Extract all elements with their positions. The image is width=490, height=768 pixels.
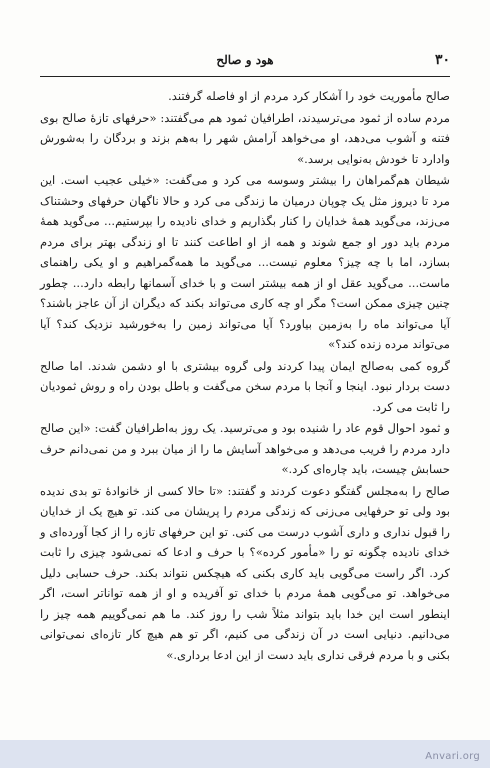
paragraph: شیطان هم‌گمراهان را بیشتر وسوسه می کرد و می‌گفت: «خیلی عجیب است. این مرد تا دیروز مثل یک چوپان درمیان ما زندگی می کرد و حالا ناگهان حرفهای وحشتناک می‌زند، می‌گوید همهٔ خدایان را کنار بگذاریم و خدای نادیده را بپرستیم... می‌گوید همهٔ مردم باید دور او جمع شوند و همه از او اطاعت کنند تا او زندگی بهتر برای مردم بسازد، اما با چه چیز؟ معلوم نیست... می‌گوید ما همه‌گمراهیم و او یکی راهنمای ماست... می‌گوید عقل او از همه بیشتر است و با خدای آسمانها رابطه دارد... چطور چنین چیزی ممکن است؟ مگر او چه کاری می‌تواند بکند که دیگران از آن عاجز باشند؟ آیا می‌تواند ماه را به‌زمین بیاورد؟ آیا می‌تواند زمین را به‌خورشید نزدیک کند؟ آیا می‌تواند مرده زنده کند؟» (40, 173, 450, 351)
footer-band (0, 740, 490, 768)
page-header (40, 52, 450, 74)
header-divider (40, 76, 450, 77)
body-text (40, 86, 450, 665)
page-number: ۳۰ (434, 52, 450, 68)
paragraph: صالح مأموریت خود را آشکار کرد مردم از او فاصله گرفتند. (168, 89, 450, 103)
running-title: هود و صالح (216, 53, 274, 67)
watermark: Anvari.org (425, 751, 480, 762)
paragraph: گروه کمی به‌صالح ایمان پیدا کردند ولی گروه بیشتری با او دشمن شدند. اما صالح دست بردار نبود. اینجا و آنجا با مردم سخن می‌گفت و باطل بودن راه و روش ثمودیان را ثابت می کرد. (40, 358, 450, 414)
paragraph: مردم ساده از ثمود می‌ترسیدند، اطرافیان ثمود هم می‌گفتند: «حرفهای تازهٔ صالح بوی فتنه و آشوب می‌دهد، او می‌خواهد آرامش شهر را به‌هم بزند و بردگان را به‌شورش وادارد تا خودش به‌نوایی برسد.» (40, 110, 450, 166)
paragraph: صالح را به‌مجلس گفتگو دعوت کردند و گفتند: «تا حالا کسی از خانوادهٔ تو بدی ندیده بود ولی تو حرفهایی می‌زنی که زندگی مردم را پریشان می کند. تو هیچ یک از خدایان را قبول نداری و داری آشوب درست می کنی. تو این حرفهای تازه را از کجا آورده‌ای و خدای نادیده چگونه تو را «مأمور کرده»؟ با حرف و ادعا که نمی‌شود چیزی را ثابت کرد. اگر راست می‌گویی باید کاری بکنی که هیچکس نتواند بکند. حرف حسابی دلیل می‌خواهد. تو می‌گویی همهٔ مردم با خدای تو آفریده و او از همه تواناتر است، اگر اینطور است این خدا باید بتواند مثلاً شب را روز کند. ما هم نمی‌گوییم همه چیز را می‌دانیم. دنیایی است در آن زندگی می کنیم، اگر تو هم هیچ کار تازه‌ای نمی‌توانی بکنی و با مردم فرقی نداری باید دست از این ادعا برداری.» (40, 483, 450, 662)
paragraph: و ثمود احوال قوم عاد را شنیده بود و می‌ترسید. یک روز به‌اطرافیان گفت: «این صالح دارد مردم را فریب می‌دهد و می‌خواهد آسایش ما را از میان ببرد و من نمی‌دانم حرف حسابش چیست، باید چاره‌ای کرد.» (40, 421, 450, 476)
